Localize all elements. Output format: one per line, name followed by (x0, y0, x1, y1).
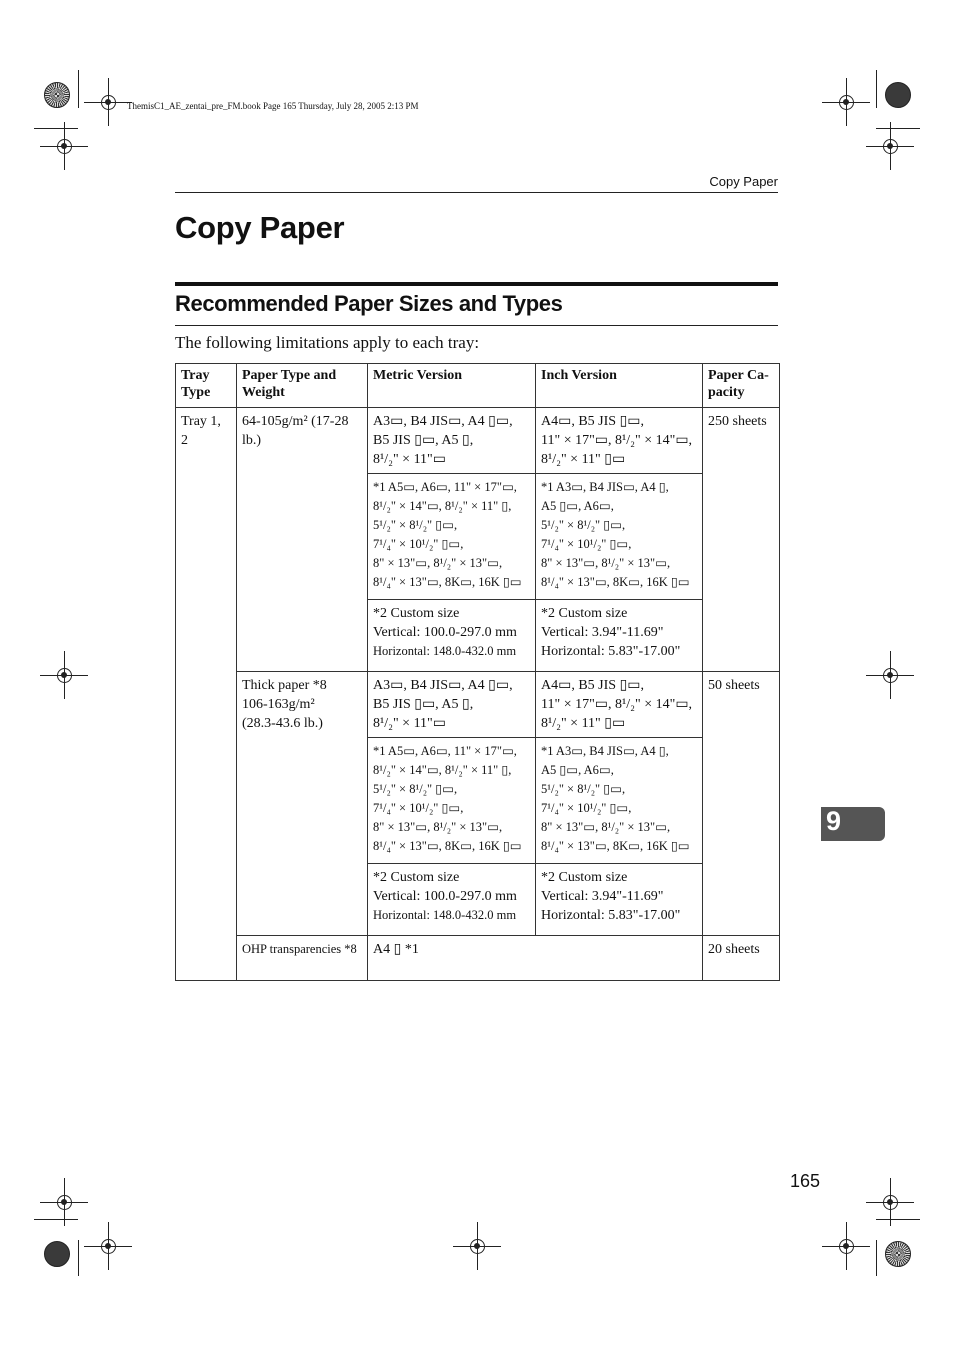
crop-mark (34, 1219, 78, 1220)
capacity-cell: 250 sheets (703, 408, 780, 672)
crop-mark (78, 70, 79, 108)
page-number: 165 (790, 1171, 821, 1191)
page-title: Copy Paper (175, 210, 345, 245)
capacity-cell: 20 sheets (703, 936, 780, 981)
metric-cell: *1 A5▭, A6▭, 11" × 17"▭, 8¹/₂" × 14"▭, 8¹/₂" × 11" ▯, 5¹/₂" × 8¹/₂" ▯▭, 7¹/₄" × 10¹/₂" ▯▭, 8" × 13"▭, 8¹/₂" × 13"▭, 8¹/₄" × 13"▭, 8K▭, 16K ▯▭ (368, 474, 536, 600)
crosshair-mark (84, 1222, 132, 1270)
header-rule (175, 192, 778, 193)
crosshair-mark (822, 78, 870, 126)
ohp-size-cell: A4 ▯ *1 (368, 936, 703, 981)
crop-mark (876, 1240, 877, 1276)
inch-cell: A4▭, B5 JIS ▯▭, 11" × 17"▭, 8¹/₂" × 14"▭, 8¹/₂" × 11" ▯▭ (536, 672, 703, 738)
metric-cell: *2 Custom size Vertical: 100.0-297.0 mm Horizontal: 148.0-432.0 mm (368, 864, 536, 936)
inch-cell: A4▭, B5 JIS ▯▭, 11" × 17"▭, 8¹/₂" × 14"▭, 8¹/₂" × 11" ▯▭ (536, 408, 703, 474)
crop-mark (34, 128, 78, 129)
registration-disc-bottom-left (44, 1241, 70, 1267)
inch-cell: *2 Custom size Vertical: 3.94"-11.69" Horizontal: 5.83"-17.00" (536, 600, 703, 672)
crop-mark (876, 128, 920, 129)
intro-text: The following limitations apply to each tray: (175, 333, 480, 352)
paper-size-table (175, 363, 780, 981)
crosshair-mark (40, 122, 88, 170)
metric-cell: *1 A5▭, A6▭, 11" × 17"▭, 8¹/₂" × 14"▭, 8¹/₂" × 11" ▯, 5¹/₂" × 8¹/₂" ▯▭, 7¹/₄" × 10¹/₂" ▯▭, 8" × 13"▭, 8¹/₂" × 13"▭, 8¹/₄" × 13"▭, 8K▭, 16K ▯▭ (368, 738, 536, 864)
file-meta: ThemisC1_AE_zentai_pre_FM.book Page 165 Thursday, July 28, 2005 2:13 PM (127, 101, 419, 111)
crop-mark (876, 1219, 920, 1220)
header-capacity: Paper Ca- pacity (703, 364, 780, 408)
running-head: Copy Paper (709, 174, 778, 189)
crosshair-mark (40, 651, 88, 699)
paper-type-cell: 64-105g/m² (17-28 lb.) (237, 408, 368, 672)
section-underline (175, 325, 778, 326)
metric-cell: *2 Custom size Vertical: 100.0-297.0 mm Horizontal: 148.0-432.0 mm (368, 600, 536, 672)
paper-type-cell: OHP transparencies *8 (237, 936, 368, 981)
registration-disc-top-right (885, 82, 911, 108)
header-paper-type: Paper Type and Weight (237, 364, 368, 408)
crosshair-mark (822, 1222, 870, 1270)
header-inch: Inch Version (536, 364, 703, 408)
header-metric: Metric Version (368, 364, 536, 408)
crosshair-mark (866, 651, 914, 699)
section-rule (175, 282, 778, 286)
paper-type-cell: Thick paper *8 106-163g/m² (28.3-43.6 lb.) (237, 672, 368, 936)
crop-mark (78, 1240, 79, 1276)
crosshair-mark (84, 78, 132, 126)
registration-disc-bottom-right (885, 1241, 911, 1267)
capacity-cell: 50 sheets (703, 672, 780, 936)
registration-disc-top-left (44, 82, 70, 108)
metric-cell: A3▭, B4 JIS▭, A4 ▯▭, B5 JIS ▯▭, A5 ▯, 8¹/₂" × 11"▭ (368, 672, 536, 738)
tray-cell: Tray 1, 2 (176, 408, 237, 981)
crosshair-mark (453, 1222, 501, 1270)
metric-cell: A3▭, B4 JIS▭, A4 ▯▭, B5 JIS ▯▭, A5 ▯, 8¹/₂" × 11"▭ (368, 408, 536, 474)
header-tray-type: Tray Type (176, 364, 237, 408)
crop-mark (876, 70, 877, 108)
crosshair-mark (866, 122, 914, 170)
inch-cell: *2 Custom size Vertical: 3.94"-11.69" Horizontal: 5.83"-17.00" (536, 864, 703, 936)
section-title: Recommended Paper Sizes and Types (175, 291, 563, 316)
chapter-tab: 9 (821, 807, 885, 841)
inch-cell: *1 A3▭, B4 JIS▭, A4 ▯, A5 ▯▭, A6▭, 5¹/₂" × 8¹/₂" ▯▭, 7¹/₄" × 10¹/₂" ▯▭, 8" × 13"▭, 8¹/₂" × 13"▭, 8¹/₄" × 13"▭, 8K▭, 16K ▯▭ (536, 738, 703, 864)
inch-cell: *1 A3▭, B4 JIS▭, A4 ▯, A5 ▯▭, A6▭, 5¹/₂" × 8¹/₂" ▯▭, 7¹/₄" × 10¹/₂" ▯▭, 8" × 13"▭, 8¹/₂" × 13"▭, 8¹/₄" × 13"▭, 8K▭, 16K ▯▭ (536, 474, 703, 600)
